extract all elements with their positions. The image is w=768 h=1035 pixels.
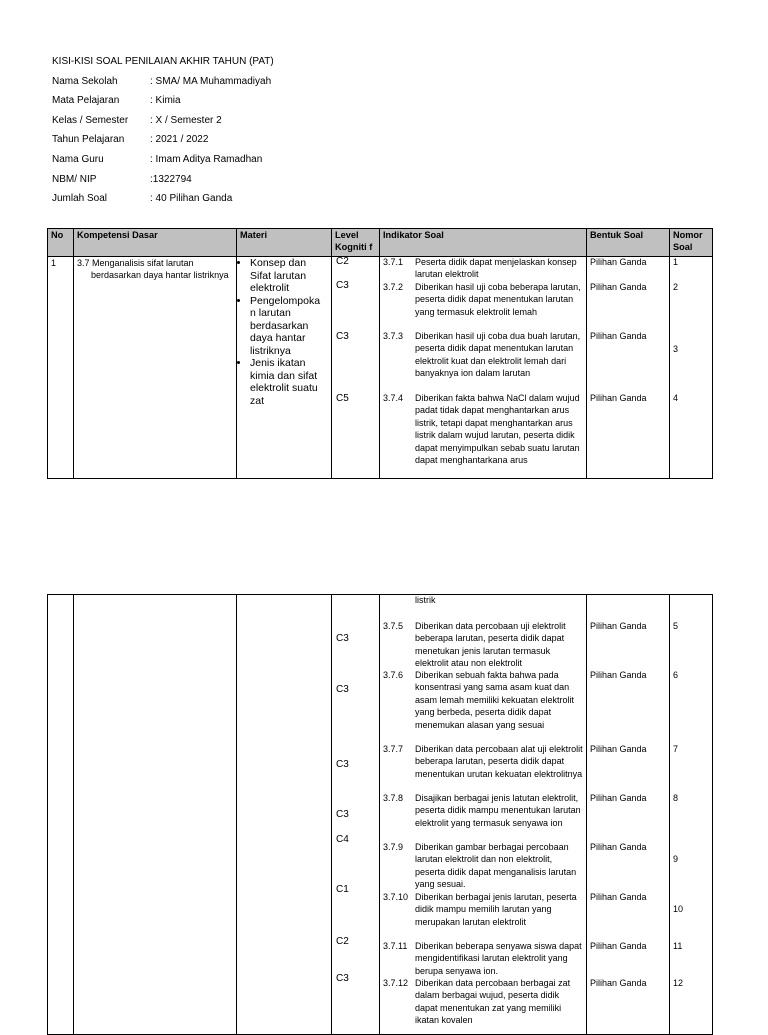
table-row [48, 595, 713, 1035]
indikator-code: 3.7.5 [383, 621, 404, 631]
kompetensi-dasar [74, 595, 237, 1035]
indikator-cell [380, 257, 587, 479]
bentuk-soal: Pilihan Ganda [590, 744, 647, 754]
header-row-nip [52, 170, 274, 190]
nomor-soal: 12 [673, 978, 684, 988]
indikator-cell [380, 595, 587, 1035]
header-value: : Imam Aditya Ramadhan [150, 153, 263, 165]
header-value: : 2021 / 2022 [150, 134, 209, 146]
col-header-indikator: Indikator Soal [380, 229, 587, 257]
indikator-text: Diberikan data percobaan berbagai zat dalam berbagai wujud, peserta didik dapat menentukan zat yang memiliki ikatan kovalen [415, 978, 571, 1026]
level-value: C4 [336, 834, 349, 845]
indikator-code: 3.7.1 [383, 257, 404, 267]
table-row [48, 257, 713, 479]
indikator-text: Diberikan fakta bahwa NaCl dalam wujud padat tidak dapat menghantarkan arus listrik, tetapi dapat menghantarkan arus listrik dalam wujud larutan, peserta didik dapat menyimpulkan sebab suatu larutan dapat menghantarkana arus [415, 393, 580, 466]
bentuk-soal: Pilihan Ganda [590, 978, 647, 988]
header-value: : 40 Pilihan Ganda [150, 193, 233, 205]
indikator-item [383, 620, 584, 670]
row-number [48, 595, 74, 1035]
indikator-item [383, 330, 584, 380]
indikator-text: Peserta didik dapat menjelaskan konsep larutan elektrolit [415, 257, 577, 280]
indikator-text: Diberikan berbagai jenis larutan, peserta didik mampu memilih larutan yang merupakan larutan elektrolit [415, 892, 577, 927]
indikator-text: Diberikan sebuah fakta bahwa pada konsentrasi yang sama asam kuat dan asam lemah memiliki kekuatan elektrolit yang berbeda, peserta didik dapat menemukan alasan yang sesuai [415, 670, 575, 730]
indikator-code: 3.7.3 [383, 331, 404, 341]
document-title: KISI-KISI SOAL PENILAIAN AKHIR TAHUN (PAT) [52, 56, 274, 67]
header-label: Nama Guru [52, 153, 104, 165]
indikator-code: 3.7.9 [383, 842, 404, 852]
indikator-code: 3.7.2 [383, 282, 404, 292]
materi-item: • Pengelompoka n larutan berdasarkan daya hantar listriknya [250, 295, 328, 358]
materi-item: • Jenis ikatan kimia dan sifat elektrolit suatu zat [250, 357, 328, 407]
table-header-row [48, 229, 713, 257]
bentuk-cell [587, 595, 670, 1035]
col-header-nomor: Nomor Soal [670, 229, 713, 257]
nomor-soal: 3 [673, 344, 679, 354]
level-value: C3 [336, 633, 349, 644]
indikator-text: Diberikan gambar berbagai percobaan larutan elektrolit dan non elektrolit, peserta didik dapat menganalisis larutan yang sesuai. [415, 842, 577, 890]
col-header-level: Level Kogniti f [332, 229, 380, 257]
indikator-text: Diberikan hasil uji coba dua buah larutan, peserta didik dapat menentukan larutan elektrolit kuat dan elektrolit lemah dari banyaknya ion dalam larutan [415, 331, 581, 379]
materi-item: • Konsep dan Sifat larutan elektrolit [250, 257, 328, 295]
indikator-item [383, 256, 584, 281]
col-header-bentuk: Bentuk Soal [587, 229, 670, 257]
indikator-code: 3.7.10 [383, 892, 409, 902]
header-row-class [52, 111, 274, 131]
indikator-item [383, 940, 584, 977]
indikator-code: 3.7.4 [383, 393, 404, 403]
bentuk-soal: Pilihan Ganda [590, 793, 647, 803]
header-value: : X / Semester 2 [150, 114, 222, 126]
level-value: C3 [336, 331, 349, 342]
nomor-soal: 9 [673, 854, 679, 864]
bentuk-soal: Pilihan Ganda [590, 842, 647, 852]
header-value: : SMA/ MA Muhammadiyah [150, 75, 272, 87]
header-label: Jumlah Soal [52, 193, 108, 205]
header-row-teacher [52, 150, 274, 170]
bentuk-soal: Pilihan Ganda [590, 621, 647, 631]
nomor-cell [670, 257, 713, 479]
level-value: C3 [336, 809, 349, 820]
nomor-soal: 6 [673, 670, 679, 680]
indikator-carry-text: listrik [415, 595, 436, 605]
indikator-item [383, 392, 584, 466]
nomor-cell [670, 595, 713, 1035]
level-cell [332, 595, 380, 1035]
nomor-soal: 2 [673, 282, 679, 292]
nomor-soal: 4 [673, 393, 679, 403]
col-header-no: No [48, 229, 74, 257]
bentuk-soal: Pilihan Ganda [590, 257, 647, 267]
level-value: C1 [336, 884, 349, 895]
indikator-text: Disajikan berbagai jenis latutan elektrolit, peserta didik mampu menentukan larutan elektrolit yang termasuk senyawa ion [415, 793, 581, 828]
bentuk-soal: Pilihan Ganda [590, 393, 647, 403]
bentuk-soal: Pilihan Ganda [590, 282, 647, 292]
indikator-item [383, 891, 584, 928]
bentuk-cell [587, 257, 670, 479]
indikator-item [383, 977, 584, 1027]
nomor-soal: 1 [673, 257, 679, 267]
header-label: Mata Pelajaran [52, 95, 120, 107]
header-value: :1322794 [150, 173, 192, 185]
indikator-code: 3.7.11 [383, 941, 408, 951]
indikator-item [383, 841, 584, 891]
indikator-item [383, 669, 584, 731]
kisi-table-page-2 [47, 594, 713, 1035]
indikator-code: 3.7.12 [383, 978, 409, 988]
level-value: C5 [336, 393, 349, 404]
level-value: C2 [336, 256, 349, 267]
kisi-table-page-1 [47, 228, 713, 479]
indikator-text: Diberikan data percobaan alat uji elektrolit beberapa larutan, peserta didik dapat menentukan urutan kekuatan elektrolitnya [415, 744, 583, 779]
indikator-text: Diberikan data percobaan uji elektrolit beberapa larutan, peserta didik dapat menetukan jenis larutan termasuk elektrolit atau non elektrolit [415, 621, 566, 669]
level-value: C2 [336, 936, 349, 947]
nomor-soal: 10 [673, 904, 684, 914]
indikator-code: 3.7.6 [383, 670, 404, 680]
header-row-year [52, 130, 274, 150]
header-label: Nama Sekolah [52, 75, 118, 87]
indikator-item [383, 792, 584, 829]
kompetensi-dasar: 3.7 Menganalisis sifat larutan berdasarkan daya hantar listriknya [74, 257, 237, 479]
materi-cell [237, 595, 332, 1035]
indikator-item [383, 281, 584, 318]
indikator-item [383, 743, 584, 780]
header-row-subject [52, 91, 274, 111]
header-value: : Kimia [150, 95, 181, 107]
header-label: Tahun Pelajaran [52, 134, 125, 146]
nomor-soal: 11 [673, 941, 683, 951]
document-header [52, 52, 274, 209]
header-row-school [52, 72, 274, 92]
level-value: C3 [336, 684, 349, 695]
level-value: C3 [336, 280, 349, 291]
nomor-soal: 8 [673, 793, 679, 803]
indikator-code: 3.7.7 [383, 744, 404, 754]
bentuk-soal: Pilihan Ganda [590, 670, 647, 680]
level-value: C3 [336, 973, 349, 984]
nomor-soal: 7 [673, 744, 679, 754]
bentuk-soal: Pilihan Ganda [590, 892, 647, 902]
materi-cell [237, 257, 332, 479]
indikator-code: 3.7.8 [383, 793, 404, 803]
header-row-total [52, 189, 274, 209]
col-header-materi: Materi [237, 229, 332, 257]
indikator-text: Diberikan beberapa senyawa siswa dapat mengidentifikasi larutan elektrolit yang berupa senyawa ion. [415, 941, 582, 976]
bentuk-soal: Pilihan Ganda [590, 941, 647, 951]
indikator-text: Diberikan hasil uji coba beberapa larutan, peserta didik dapat menentukan larutan yang termasuk elektrolit lemah [415, 282, 581, 317]
header-label: NBM/ NIP [52, 173, 97, 185]
col-header-kd: Kompetensi Dasar [74, 229, 237, 257]
level-value: C3 [336, 759, 349, 770]
nomor-soal: 5 [673, 621, 679, 631]
bentuk-soal: Pilihan Ganda [590, 331, 647, 341]
level-cell [332, 257, 380, 479]
row-number: 1 [48, 257, 74, 479]
header-label: Kelas / Semester [52, 114, 129, 126]
